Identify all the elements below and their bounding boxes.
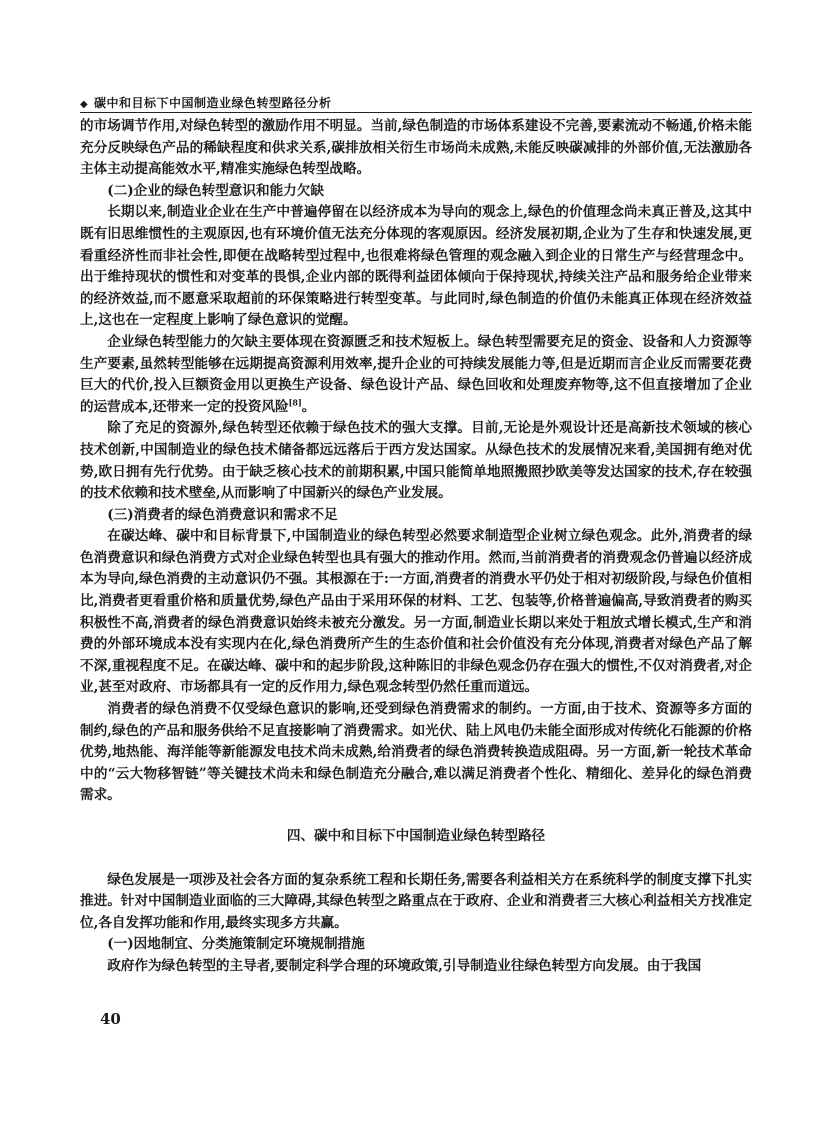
- subsection-heading-4-1: (一)因地制宜、分类施策制定环境规制措施: [107, 936, 365, 953]
- paragraph-consumer-demand: 消费者的绿色消费不仅受绿色意识的影响,还受到绿色消费需求的制约。一方面,由于技术、资源等多方面的制约,绿色的产品和服务供给不足直接影响了消费需求。如光伏、陆上风电仍未能全面形成对传统化石能源的价格优势,地热能、海洋能等新能源发电技术尚未成熟,给消费者的绿色消费转换造成阻碍。另一方面,新一轮技术革命中的“云大物移智链”等关键技术尚未和绿色制造充分融合,难以满足消费者个性化、精细化、差异化的绿色消费需求。: [80, 701, 752, 804]
- header-rule: [80, 112, 752, 113]
- paragraph-enterprise-awareness: 长期以来,制造业企业在生产中普遍停留在以经济成本为导向的观念上,绿色的价值理念尚未真正普及,这其中既有旧思维惯性的主观原因,也有环境价值无法充分体现的客观原因。经济发展初期,企业为了生存和快速发展,更看重经济性而非社会性,即便在战略转型过程中,也很难将绿色管理的观念融入到企业的日常生产与经营理念中。出于维持现状的惯性和对变革的畏惧,企业内部的既得利益团体倾向于保持现状,持续关注产品和服务给企业带来的经济效益,而不愿意采取超前的环保策略进行转型变革。与此同时,绿色制造的价值仍未能真正体现在经济效益上,这也在一定程度上影响了绿色意识的觉醒。: [80, 204, 752, 329]
- paragraph-end: 。: [301, 398, 316, 415]
- subsection-heading-2: (二)企业的绿色转型意识和能力欠缺: [107, 182, 324, 199]
- subsection-heading-3: (三)消费者的绿色消费意识和需求不足: [107, 506, 338, 523]
- page-number: 40: [100, 1010, 121, 1028]
- citation-ref: [8]: [288, 397, 302, 408]
- section-heading-4: 四、碳中和目标下中国制造业绿色转型路径: [286, 828, 546, 844]
- paragraph-text: 企业绿色转型能力的欠缺主要体现在资源匮乏和技术短板上。绿色转型需要充足的资金、设备和人力资源等生产要素,虽然转型能够在远期提高资源利用效率,提升企业的可持续发展能力等,但是近期而言企业反而需要花费巨大的代价,投入巨额资金用以更换生产设备、绿色设计产品、绿色回收和处理废弃物等,这不但直接增加了企业的运营成本,还带来一定的投资风险: [80, 333, 752, 415]
- diamond-icon: ◆: [80, 99, 89, 110]
- article-body: [80, 116, 752, 978]
- paragraph-continued: 的市场调节作用,对绿色转型的激励作用不明显。当前,绿色制造的市场体系建设不完善,要素流动不畅通,价格未能充分反映绿色产品的稀缺程度和供求关系,碳排放相关衍生市场尚未成熟,未能反映碳减排的外部价值,无法激励各主体主动提高能效水平,精准实施绿色转型战略。: [80, 118, 752, 178]
- paragraph-green-development: 绿色发展是一项涉及社会各方面的复杂系统工程和长期任务,需要各利益相关方在系统科学的制度支撑下扎实推进。针对中国制造业面临的三大障碍,其绿色转型之路重点在于政府、企业和消费者三大核心利益相关方找准定位,各自发挥功能和作用,最终实现多方共赢。: [80, 871, 752, 931]
- paragraph-government-role: 政府作为绿色转型的主导者,要制定科学合理的环境政策,引导制造业往绿色转型方向发展。由于我国: [107, 957, 702, 974]
- running-header-title: 碳中和目标下中国制造业绿色转型路径分析: [94, 96, 332, 110]
- running-header: [80, 94, 752, 111]
- paragraph-green-technology: 除了充足的资源外,绿色转型还依赖于绿色技术的强大支撑。目前,无论是外观设计还是高新技术领域的核心技术创新,中国制造业的绿色技术储备都远远落后于西方发达国家。从绿色技术的发展情况来看,美国拥有绝对优势,欧日拥有先行优势。由于缺乏核心技术的前期积累,中国只能简单地照搬照抄欧美等发达国家的技术,存在较强的技术依赖和技术壁垒,从而影响了中国新兴的绿色产业发展。: [80, 420, 752, 502]
- paragraph-enterprise-capability: [80, 332, 752, 418]
- paragraph-consumer-awareness: 在碳达峰、碳中和目标背景下,中国制造业的绿色转型必然要求制造型企业树立绿色观念。此外,消费者的绿色消费意识和绿色消费方式对企业绿色转型也具有强大的推动作用。然而,当前消费者的消费观念仍普遍以经济成本为导向,绿色消费的主动意识仍不强。其根源在于:一方面,消费者的消费水平仍处于相对初级阶段,与绿色价值相比,消费者更看重价格和质量优势,绿色产品由于采用环保的材料、工艺、包装等,价格普遍偏高,导致消费者的购买积极性不高,消费者的绿色消费意识始终未被充分激发。另一方面,制造业长期以来处于粗放式增长模式,生产和消费的外部环境成本没有实现内在化,绿色消费所产生的生态价值和社会价值没有充分体现,消费者对绿色产品了解不深,重视程度不足。在碳达峰、碳中和的起步阶段,这种陈旧的非绿色观念仍存在强大的惯性,不仅对消费者,对企业,甚至对政府、市场都具有一定的反作用力,绿色观念转型仍然任重而道远。: [80, 528, 752, 696]
